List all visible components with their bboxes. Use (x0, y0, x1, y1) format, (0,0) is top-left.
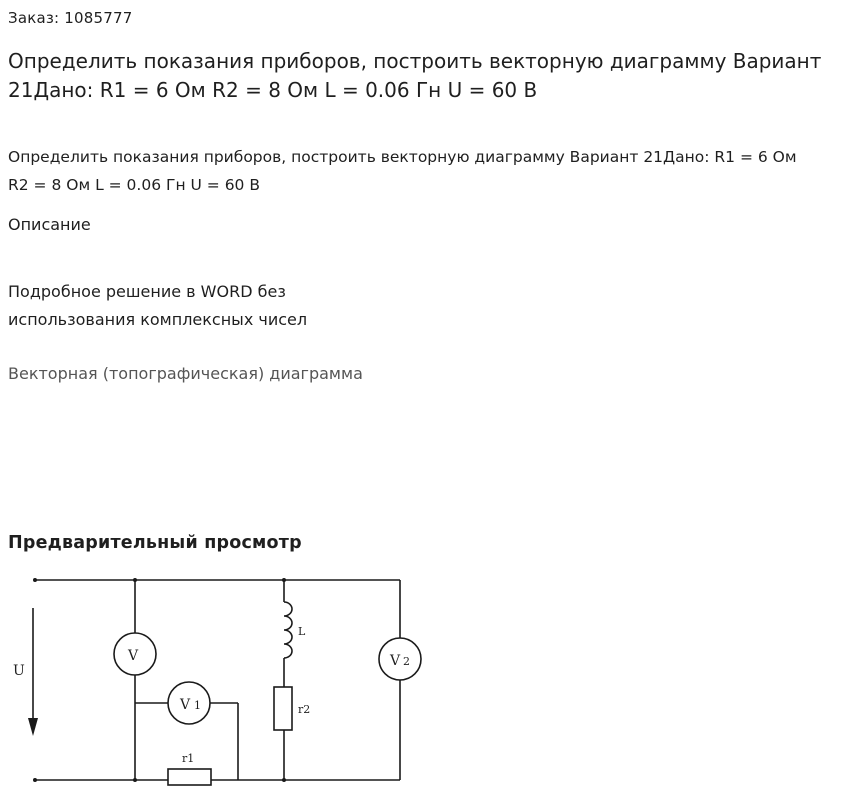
label-r2: r2 (298, 703, 311, 716)
node-bottom-r2 (282, 778, 286, 782)
label-u: U (13, 663, 25, 679)
circuit-preview (0, 570, 440, 806)
task-subtitle: Определить показания приборов, построить векторную диаграмму Вариант 21Дано: R1 = 6 Ом R2 = 8 Ом L = 0.06 Гн U = 60 В (8, 148, 797, 194)
node-top-l (282, 578, 286, 582)
resistor-r1 (168, 769, 211, 785)
vector-diagram-link[interactable]: Векторная (топографическая) диаграмма (8, 364, 363, 383)
u-arrow-head (28, 718, 38, 736)
terminal-top (33, 578, 37, 582)
label-v2-sub: 2 (403, 655, 410, 668)
label-v2: V (390, 653, 401, 669)
label-v1-sub: 1 (194, 699, 201, 712)
description-heading: Описание (8, 215, 91, 234)
label-l: L (298, 625, 306, 638)
circuit-diagram (0, 570, 440, 806)
node-bottom-v (133, 778, 137, 782)
label-r1: r1 (182, 752, 195, 765)
description-text: Подробное решение в WORD без использования комплексных чисел (8, 282, 308, 329)
preview-heading: Предварительный просмотр (8, 533, 302, 553)
label-v1: V (180, 697, 191, 713)
inductor-l (284, 602, 292, 658)
node-top-v (133, 578, 137, 582)
terminal-bottom (33, 778, 37, 782)
resistor-r2 (274, 687, 292, 730)
label-v: V (128, 648, 139, 664)
page-title: Определить показания приборов, построить векторную диаграмму Вариант 21Дано: R1 = 6 Ом R2 = 8 Ом L = 0.06 Гн U = 60 В (8, 49, 822, 102)
order-number: Заказ: 1085777 (8, 9, 133, 27)
